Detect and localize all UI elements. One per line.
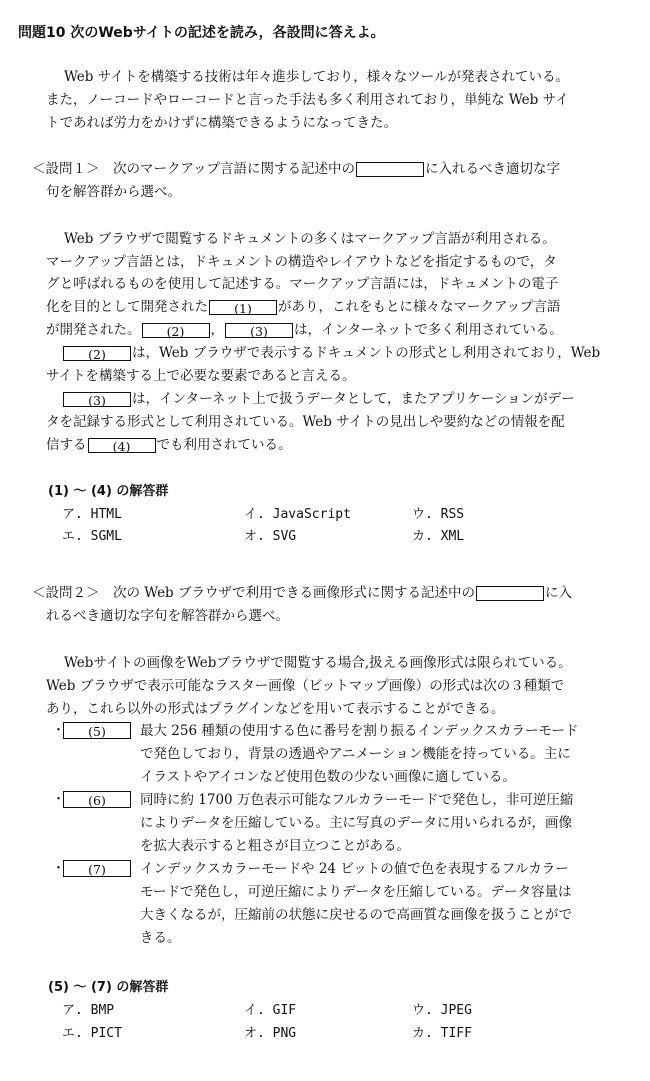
blank-6: (6)	[63, 791, 131, 808]
q1-para-7: サイトを構築する上で必要な要素であると言える。	[46, 368, 356, 384]
q1-answer-a: ア. HTML	[62, 507, 122, 522]
q1-para-9: タを記録する形式として利用されている。Web サイトの見出しや要約などの情報を配	[46, 414, 565, 430]
q2-heading-2: れるべき適切な字句を解答群から選べ。	[46, 608, 289, 624]
q1-para-5c: は，インターネットで多く利用されている。	[294, 322, 563, 338]
q2-heading	[32, 584, 572, 602]
blank-5: (5)	[63, 722, 131, 739]
q1-answer-o: オ. SVG	[244, 529, 297, 544]
q1-answer-e: エ. SGML	[62, 529, 122, 544]
q1-para-8b: は，インターネット上で扱うデータとして，またアプリケーションがデー	[132, 391, 575, 407]
q1-answer-ka: カ. XML	[412, 529, 465, 544]
q1-para-10a: 信する	[46, 437, 87, 453]
blank-4: (4)	[88, 438, 156, 453]
intro-line-1: Web サイトを構築する技術は年々進歩しており，様々なツールが発表されている。	[64, 69, 569, 85]
item-7-line-2: モードで発色し，可逆圧縮によりデータを圧縮している。データ容量は	[140, 884, 572, 900]
blank-3: (3)	[225, 323, 293, 338]
q2-heading-text-b: に入	[545, 585, 572, 601]
intro-line-3: トであれば労力をかけずに構築できるようになってきた。	[46, 115, 397, 131]
q1-para-5	[46, 321, 563, 339]
q2-answer-u: ウ. JPEG	[412, 1003, 472, 1018]
bullet-7: ・	[52, 861, 66, 876]
item-7-line-3: 大きくなるが，圧縮前の状態に戻せるので高画質な画像を扱うことがで	[140, 907, 572, 923]
item-5-line-2: で発色しており，背景の透過やアニメーション機能を持っている。主に	[140, 746, 571, 762]
q1-answers-title: (1) ～ (4) の解答群	[48, 484, 169, 499]
q1-blank-sample	[356, 162, 424, 177]
item-6-line-3: を拡大表示すると粗さが目立つことがある。	[140, 838, 410, 854]
q1-para-10b: でも利用されている。	[156, 437, 292, 453]
q1-para-2: マークアップ言語とは，ドキュメントの構造やレイアウトなどを指定するもので，タ	[46, 254, 557, 270]
q1-para-10	[46, 436, 292, 454]
q1-heading-2: 句を解答群から選べ。	[46, 184, 181, 200]
q1-answer-i: イ. JavaScript	[244, 507, 351, 522]
blank-2: (2)	[142, 323, 210, 338]
item-6-line-2: によりデータを圧縮している。主に写真のデータに用いられるが，画像	[140, 815, 572, 831]
intro-line-2: また，ノーコードやローコードと言った手法も多く利用されており，単純な Web サイ	[46, 92, 569, 108]
q1-para-4b: があり，これをもとに様々なマークアップ言語	[278, 299, 561, 315]
q2-para-1: Webサイトの画像をWebブラウザで閲覧する場合,扱える画像形式は限られている。	[64, 655, 572, 671]
blank-1: (1)	[209, 300, 277, 315]
item-5-line-1: 最大 256 種類の使用する色に番号を割り振るインデックスカラーモード	[140, 723, 579, 739]
q2-blank-sample	[476, 586, 544, 601]
q1-para-5a: が開発された。	[46, 322, 141, 338]
q2-answer-o: オ. PNG	[244, 1026, 297, 1041]
blank-3-repeat: (3)	[63, 392, 131, 407]
q2-para-3: あり，これら以外の形式はプラグインなどを用いて表示することができる。	[46, 701, 505, 717]
q1-heading-text-b: に入れるべき適切な字	[425, 161, 561, 177]
q2-answer-ka: カ. TIFF	[412, 1026, 472, 1041]
q2-para-2: Web ブラウザで表示可能なラスター画像（ビットマップ画像）の形式は次の３種類で	[46, 678, 565, 694]
q2-answer-a: ア. BMP	[62, 1003, 115, 1018]
bullet-5: ・	[52, 723, 66, 738]
q1-answer-u: ウ. RSS	[412, 507, 465, 522]
q2-answer-i: イ. GIF	[244, 1003, 297, 1018]
q1-heading-text-a: ＜設問１＞ 次のマークアップ言語に関する記述中の	[32, 161, 356, 177]
item-7-line-4: きる。	[140, 930, 181, 946]
item-6-line-1: 同時に約 1700 万色表示可能なフルカラーモードで発色し，非可逆圧縮	[140, 792, 574, 808]
q1-para-6	[62, 344, 600, 362]
q1-para-8	[62, 390, 575, 408]
bullet-6: ・	[52, 792, 66, 807]
q1-para-4	[46, 298, 561, 316]
item-5-line-3: イラストやアイコンなど使用色数の少ない画像に適している。	[140, 769, 516, 785]
q1-heading	[32, 160, 560, 178]
q2-answers-title: (5) ～ (7) の解答群	[48, 980, 169, 995]
q2-answer-e: エ. PICT	[62, 1026, 122, 1041]
q1-para-3: グと呼ばれるものを使用して記述する。マークアップ言語には，ドキュメントの電子	[46, 276, 559, 292]
item-7-line-1: インデックスカラーモードや 24 ビットの値で色を表現するフルカラー	[140, 861, 569, 877]
q1-para-4a: 化を目的として開発された	[46, 299, 208, 315]
q1-para-1: Web ブラウザで閲覧するドキュメントの多くはマークアップ言語が利用される。	[64, 231, 556, 247]
problem-title: 問題10 次のWebサイトの記述を読み，各設問に答えよ。	[18, 25, 385, 41]
q1-para-6b: は，Web ブラウザで表示するドキュメントの形式とし利用されており，Web	[132, 345, 601, 361]
blank-7: (7)	[63, 860, 131, 877]
q1-para-5b: ，	[210, 322, 224, 338]
blank-2-repeat: (2)	[63, 346, 131, 361]
q2-heading-text-a: ＜設問２＞ 次の Web ブラウザで利用できる画像形式に関する記述中の	[32, 585, 475, 601]
